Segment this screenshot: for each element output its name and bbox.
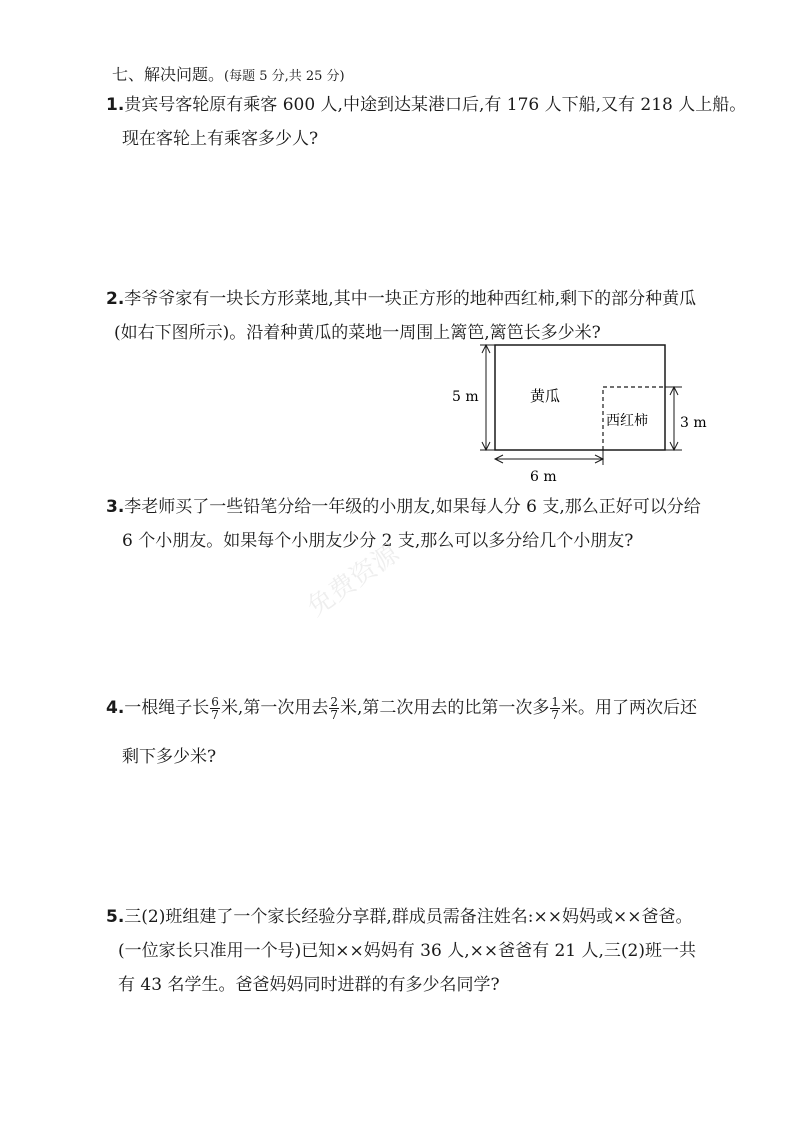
question-text-line1: 李老师买了一些铅笔分给一年级的小朋友,如果每人分 6 支,那么正好可以分给 <box>124 497 701 517</box>
question-text-line3: 有 43 名学生。爸爸妈妈同时进群的有多少名同学? <box>118 975 500 995</box>
height-label: 5 m <box>452 389 479 405</box>
section-title-text: 七、解决问题。 <box>112 65 225 84</box>
question-number: 1. <box>106 95 125 115</box>
tomato-label: 西红柿 <box>606 413 648 429</box>
question-1 <box>106 88 746 156</box>
question-4 <box>106 688 697 774</box>
fraction-numerator: 2 <box>330 695 338 709</box>
question-text-line1: 李爷爷家有一块长方形菜地,其中一块正方形的地种西红柿,剩下的部分种黄瓜 <box>124 289 697 309</box>
question-text-part-d: 米。用了两次后还 <box>561 698 698 718</box>
section-score-note: (每题 5 分,共 25 分) <box>224 69 345 84</box>
fraction-numerator: 6 <box>211 695 219 709</box>
question-text-line2: (一位家长只准用一个号)已知××妈妈有 36 人,××爸爸有 21 人,三(2)班一共 <box>118 941 697 961</box>
question-text-line2: 6 个小朋友。如果每个小朋友少分 2 支,那么可以多分给几个小朋友? <box>122 531 634 551</box>
section-title <box>112 62 345 85</box>
fraction-denominator: 7 <box>330 708 338 722</box>
square-side-label: 3 m <box>680 415 707 431</box>
question-text-part-a: 一根绳子长 <box>124 698 210 718</box>
question-number: 5. <box>106 907 125 927</box>
fraction-denominator: 7 <box>551 708 560 722</box>
question-number: 4. <box>106 698 125 718</box>
question-text-line1: 三(2)班组建了一个家长经验分享群,群成员需备注姓名:××妈妈或××爸爸。 <box>124 907 693 927</box>
question-text-line2: (如右下图所示)。沿着种黄瓜的菜地一周围上篱笆,篱笆长多少米? <box>114 323 601 343</box>
fraction-denominator: 7 <box>211 708 219 722</box>
question-number: 2. <box>106 289 125 309</box>
garden-diagram <box>450 335 720 490</box>
fraction-numerator: 1 <box>551 695 560 709</box>
garden-rectangle <box>495 345 665 450</box>
question-3 <box>106 490 701 558</box>
cucumber-label: 黄瓜 <box>530 387 561 405</box>
question-text-line1: 贵宾号客轮原有乘客 600 人,中途到达某港口后,有 176 人下船,又有 218 人上船。 <box>124 95 747 115</box>
question-text-part-b: 米,第一次用去 <box>220 698 329 718</box>
fraction-one-seventh <box>550 696 560 721</box>
question-5 <box>106 900 696 1002</box>
fraction-two-sevenths <box>329 696 339 721</box>
question-text-line2: 剩下多少米? <box>122 747 217 767</box>
question-text-part-c: 米,第二次用去的比第一次多 <box>339 698 550 718</box>
question-text-line2: 现在客轮上有乘客多少人? <box>122 129 319 149</box>
width-label: 6 m <box>530 469 557 485</box>
fraction-six-sevenths <box>210 696 220 721</box>
question-number: 3. <box>106 497 125 517</box>
watermark: 免费资源 <box>302 538 405 623</box>
